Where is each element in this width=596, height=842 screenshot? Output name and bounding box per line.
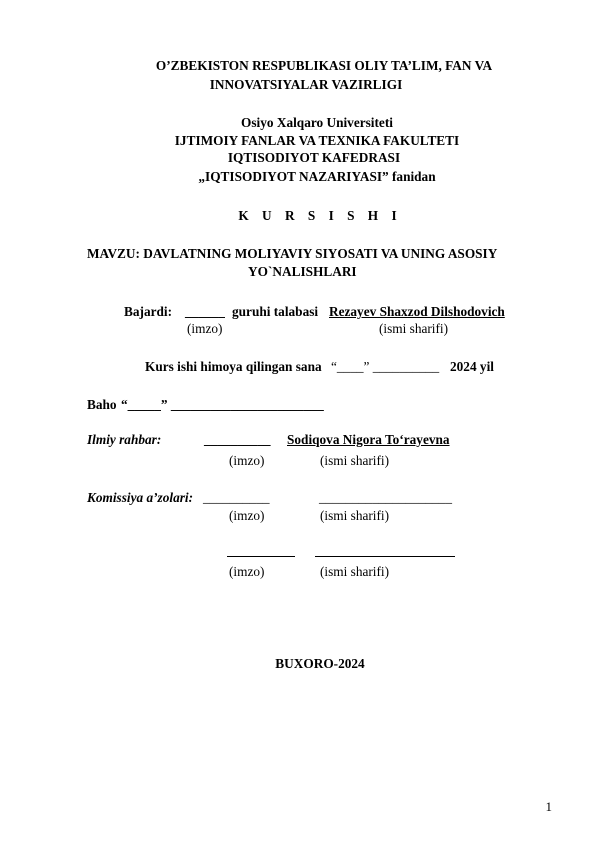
commission-row2-sign-line: [227, 556, 295, 557]
defense-year: 2024 yil: [450, 359, 494, 374]
university-name: Osiyo Xalqaro Universiteti: [241, 115, 393, 130]
commission-row1-name-caption: (ismi sharifi): [320, 508, 390, 523]
department-name: IQTISODIYOT KAFEDRASI: [227, 150, 401, 165]
commission-row1-sign-blank: __________: [203, 490, 270, 505]
supervisor-name-caption: (ismi sharifi): [320, 453, 390, 468]
subject-name: „IQTISODIYOT NAZARIYASI” fanidan: [198, 169, 436, 184]
page-number: 1: [545, 799, 552, 814]
performer-name: Rezayev Shaxzod Dilshodovich: [329, 304, 505, 319]
faculty-name: IJTIMOIY FANLAR VA TEXNIKA FAKULTETI: [174, 133, 460, 148]
grade-blank: “_____” _______________________: [121, 397, 324, 412]
work-title: K U R S I S H I: [238, 208, 402, 223]
defense-text: Kurs ishi himoya qilingan sana: [145, 359, 322, 374]
topic-line-1: MAVZU: DAVLATNING MOLIYAVIY SIYOSATI VA UNING ASOSIY: [87, 246, 498, 261]
ministry-line-2: INNOVATSIYALAR VAZIRLIGI: [209, 77, 403, 92]
city-year: BUXORO-2024: [275, 656, 365, 671]
grade-label: Baho: [87, 397, 117, 412]
commission-row1-sign-caption: (imzo): [229, 508, 265, 523]
commission-row2-name-line: [315, 556, 455, 557]
supervisor-label: Ilmiy rahbar:: [87, 432, 162, 447]
supervisor-sign-caption: (imzo): [229, 453, 265, 468]
commission-row2-sign-caption: (imzo): [229, 564, 265, 579]
commission-label: Komissiya a’zolari:: [87, 490, 194, 505]
group-blank: ______: [185, 304, 225, 319]
topic-line-2: YO`NALISHLARI: [248, 264, 357, 279]
supervisor-sign-blank: __________: [204, 432, 271, 447]
commission-row1-name-blank: ____________________: [319, 490, 452, 505]
defense-date-blank: “____” __________: [331, 359, 440, 374]
supervisor-name: Sodiqova Nigora To‘rayevna: [287, 432, 450, 447]
performer-name-caption: (ismi sharifi): [379, 321, 449, 336]
performer-label: Bajardi:: [124, 304, 173, 319]
ministry-line-1: O’ZBEKISTON RESPUBLIKASI OLIY TA’LIM, FAN VA: [155, 58, 493, 73]
commission-row2-name-caption: (ismi sharifi): [320, 564, 390, 579]
performer-sign-caption: (imzo): [187, 321, 223, 336]
group-text: guruhi talabasi: [232, 304, 319, 319]
